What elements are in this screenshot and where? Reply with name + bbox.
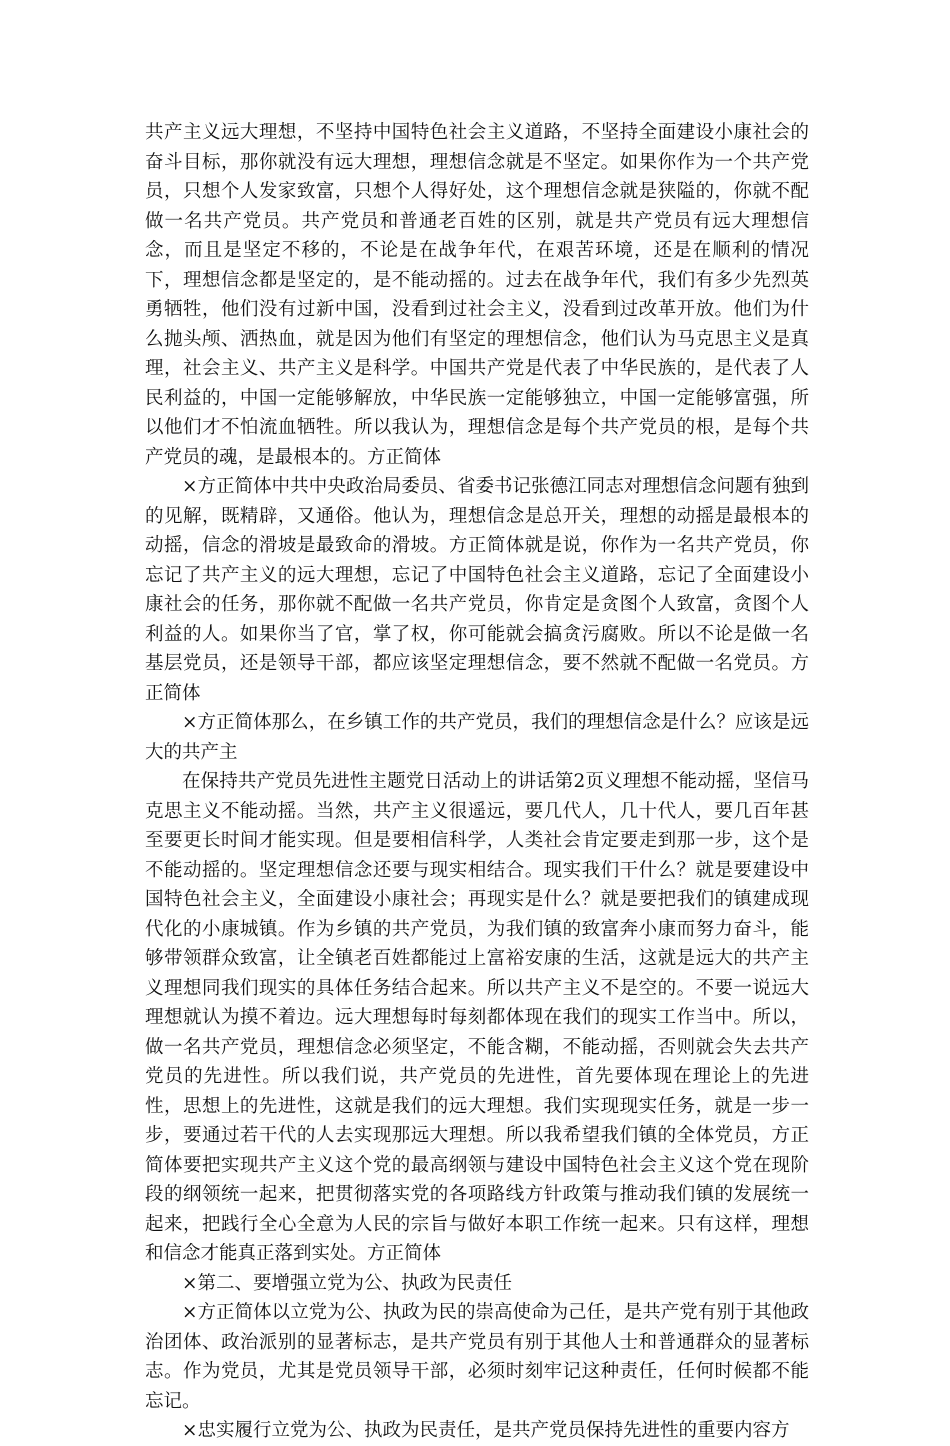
paragraph-6: ×忠实履行立党为公、执政为民责任，是共产党员保持先进性的重要内容方 [182,1420,790,1441]
document-body [145,118,809,1446]
paragraph-1: 共产主义远大理想，不坚持中国特色社会主义道路，不坚持全面建设小康社会的奋斗目标，那你就没有远大理想，理想信念就是不坚定。如果你作为一个共产党员，只想个人发家致富，只想个人得好处，这个理想信念就是狭隘的，你就不配做一名共产党员。共产党员和普通老百姓的区别，就是共产党员有远大理想信念，而且是坚定不移的，不论是在战争年代，在艰苦环境，还是在顺利的情况下，理想信念都是坚定的，是不能动摇的。过去在战争年代，我们有多少先烈英勇牺牲，他们没有过新中国，没看到过社会主义，没看到过改革开放。他们为什么抛头颅、洒热血，就是因为他们有坚定的理想信念，他们认为马克思主义是真理，社会主义、共产主义是科学。中国共产党是代表了中华民族的，是代表了人民利益的，中国一定能够解放，中华民族一定能够独立，中国一定能够富强，所以他们才不怕流血牺牲。所以我认为，理想信念是每个共产党员的根，是每个共产党员的魂，是最根本的。方正简体 [145,122,809,468]
paragraph-4: 在保持共产党员先进性主题党日活动上的讲话第2页义理想不能动摇，坚信马克思主义不能动摇。当然，共产主义很遥远，要几代人，几十代人，要几百年甚至要更长时间才能实现。但是要相信科学，人类社会肯定要走到那一步，这个是不能动摇的。坚定理想信念还要与现实相结合。现实我们干什么？就是要建设中国特色社会主义，全面建设小康社会；再现实是什么？就是要把我们的镇建成现代化的小康城镇。作为乡镇的共产党员，为我们镇的致富奔小康而努力奋斗，能够带领群众致富，让全镇老百姓都能过上富裕安康的生活，这就是远大的共产主义理想同我们现实的具体任务结合起来。所以共产主义不是空的。不要一说远大理想就认为摸不着边。远大理想每时每刻都体现在我们的现实工作当中。所以，做一名共产党员，理想信念必须坚定，不能含糊，不能动摇，否则就会失去共产党员的先进性。所以我们说，共产党员的先进性，首先要体现在理论上的先进性，思想上的先进性，这就是我们的远大理想。我们实现现实任务，就是一步一步，要通过若干代的人去实现那远大理想。所以我希望我们镇的全体党员，方正简体要把实现共产主义这个党的最高纲领与建设中国特色社会主义这个党在现阶段的纲领统一起来，把贯彻落实党的各项路线方针政策与推动我们镇的发展统一起来，把践行全心全意为人民的宗旨与做好本职工作统一起来。只有这样，理想和信念才能真正落到实处。方正简体 [145,771,809,1264]
paragraph-3: ×方正简体那么，在乡镇工作的共产党员，我们的理想信念是什么？应该是远大的共产主 [145,712,809,763]
paragraph-5: ×方正简体以立党为公、执政为民的崇高使命为己任，是共产党有别于其他政治团体、政治派别的显著标志，是共产党员有别于其他人士和普通群众的显著标志。作为党员，尤其是党员领导干部，必须时刻牢记这种责任，任何时候都不能忘记。 [145,1302,809,1412]
paragraph-2: ×方正简体中共中央政治局委员、省委书记张德江同志对理想信念问题有独到的见解，既精辟，又通俗。他认为，理想信念是总开关，理想的动摇是最根本的动摇，信念的滑坡是最致命的滑坡。方正简体就是说，你作为一名共产党员，你忘记了共产主义的远大理想，忘记了中国特色社会主义道路，忘记了全面建设小康社会的任务，那你就不配做一名共产党员，你肯定是贪图个人致富，贪图个人利益的人。如果你当了官，掌了权，你可能就会搞贪污腐败。所以不论是做一名基层党员，还是领导干部，都应该坚定理想信念，要不然就不配做一名党员。方正简体 [145,476,809,704]
section-heading: ×第二、要增强立党为公、执政为民责任 [182,1272,513,1294]
